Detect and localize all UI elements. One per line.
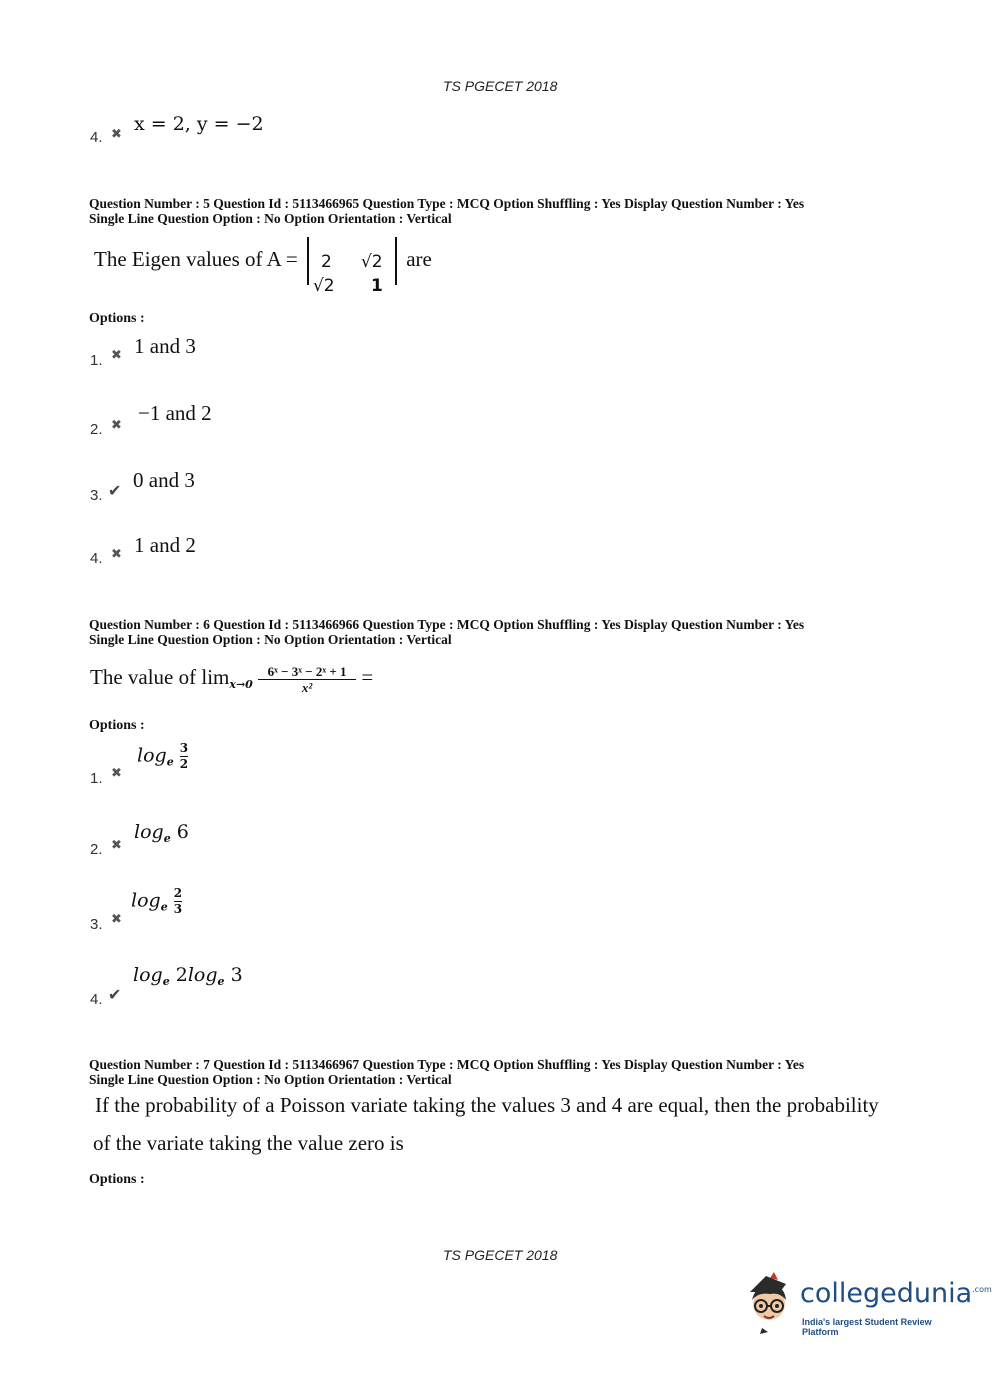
wrong-icon: ✖ bbox=[111, 348, 122, 363]
log-text: log bbox=[134, 821, 164, 843]
lim-label: lim bbox=[201, 665, 230, 689]
fraction-numerator: 6ˣ − 3ˣ − 2ˣ + 1 bbox=[267, 663, 347, 679]
q5-question bbox=[94, 234, 432, 297]
option-number: 1. bbox=[90, 352, 103, 369]
log-text: log bbox=[131, 889, 161, 912]
option-text: 0 and 3 bbox=[133, 468, 195, 492]
q7-meta-line1: Question Number : 7 Question Id : 5113466967 Question Type : MCQ Option Shuffling : Yes Display Question Number : Yes bbox=[89, 1057, 805, 1072]
q5-meta-line1: Question Number : 5 Question Id : 5113466965 Question Type : MCQ Option Shuffling : Yes Display Question Number : Yes bbox=[89, 196, 805, 211]
option-number: 1. bbox=[90, 770, 103, 787]
collegedunia-logo bbox=[740, 1268, 992, 1338]
matrix-cell: 1 bbox=[370, 276, 383, 297]
q7-meta bbox=[89, 1057, 804, 1087]
option-text: 1 and 3 bbox=[134, 334, 196, 358]
fraction-denominator: 2 bbox=[179, 757, 189, 771]
log-base: e bbox=[160, 900, 168, 914]
q6-text-before: The value of bbox=[90, 665, 197, 689]
log-argument: 3 bbox=[230, 964, 243, 986]
q6-meta-line2: Single Line Question Option : No Option Orientation : Vertical bbox=[89, 632, 452, 647]
check-icon: ✔ bbox=[108, 985, 122, 1004]
option-math bbox=[134, 821, 189, 845]
fraction bbox=[174, 887, 182, 916]
check-icon: ✔ bbox=[108, 481, 122, 500]
q7-text-line2: of the variate taking the value zero is bbox=[93, 1131, 404, 1155]
wrong-icon: ✖ bbox=[111, 547, 122, 562]
q5-meta-line2: Single Line Question Option : No Option Orientation : Vertical bbox=[89, 211, 452, 226]
logo-tld: .com bbox=[972, 1285, 992, 1294]
fraction-numerator: 2 bbox=[173, 886, 183, 900]
q5-matrix bbox=[307, 237, 397, 297]
wrong-icon: ✖ bbox=[111, 912, 122, 927]
wrong-icon: ✖ bbox=[111, 127, 122, 142]
log-argument: 6 bbox=[176, 821, 189, 843]
q6-options-label: Options : bbox=[89, 718, 145, 733]
q6-question bbox=[90, 655, 373, 707]
option-number: 3. bbox=[90, 487, 103, 504]
log-text: log bbox=[137, 744, 167, 767]
log-argument: 2 bbox=[175, 964, 188, 986]
log-base: e bbox=[217, 975, 225, 988]
option-number: 2. bbox=[90, 421, 103, 438]
option-number: 2. bbox=[90, 841, 103, 858]
option-text: x = 2, y = −2 bbox=[134, 113, 264, 135]
matrix-cell: 2 bbox=[320, 252, 332, 273]
q5-text-before: The Eigen values of A = bbox=[94, 247, 298, 271]
logo-brand bbox=[800, 1278, 992, 1309]
matrix-cell: √2 bbox=[360, 252, 383, 273]
wrong-icon: ✖ bbox=[111, 418, 122, 433]
log-text: log bbox=[133, 964, 163, 986]
q7-meta-line2: Single Line Question Option : No Option Orientation : Vertical bbox=[89, 1072, 452, 1087]
option-number: 4. bbox=[90, 129, 103, 146]
equals-sign: = bbox=[361, 665, 374, 689]
option-number: 3. bbox=[90, 916, 103, 933]
mascot-icon bbox=[740, 1270, 798, 1336]
q6-limit bbox=[201, 665, 258, 689]
q7-text-line1: If the probability of a Poisson variate taking the values 3 and 4 are equal, then the probability bbox=[95, 1093, 879, 1117]
q5-text-after: are bbox=[406, 247, 432, 271]
page-footer: TS PGECET 2018 bbox=[443, 1247, 558, 1263]
matrix-cell: √2 bbox=[312, 276, 335, 297]
option-text: 1 and 2 bbox=[134, 533, 196, 557]
log-base: e bbox=[163, 832, 171, 845]
option-math bbox=[133, 964, 243, 988]
q5-meta bbox=[89, 196, 804, 226]
logo-brand-text: collegedunia bbox=[800, 1278, 973, 1309]
q6-meta-line1: Question Number : 6 Question Id : 5113466966 Question Type : MCQ Option Shuffling : Yes Display Question Number : Yes bbox=[89, 617, 805, 632]
wrong-icon: ✖ bbox=[111, 766, 122, 781]
log-base: e bbox=[162, 975, 170, 988]
wrong-icon: ✖ bbox=[111, 838, 122, 853]
q6-fraction bbox=[258, 665, 356, 694]
logo-tagline: India's largest Student Review Platform bbox=[802, 1317, 932, 1337]
page-header: TS PGECET 2018 bbox=[443, 78, 558, 94]
q6-meta bbox=[89, 617, 804, 647]
q5-options-label: Options : bbox=[89, 311, 145, 326]
fraction bbox=[180, 742, 188, 771]
option-number: 4. bbox=[90, 550, 103, 567]
fraction-denominator: 3 bbox=[173, 902, 183, 916]
fraction-numerator: 3 bbox=[179, 741, 189, 755]
option-number: 4. bbox=[90, 991, 103, 1008]
option-text: −1 and 2 bbox=[138, 401, 212, 425]
q7-options-label: Options : bbox=[89, 1172, 145, 1187]
log-text: log bbox=[187, 964, 218, 986]
lim-subscript: x→0 bbox=[229, 678, 253, 691]
option-math bbox=[137, 742, 188, 771]
log-base: e bbox=[166, 755, 174, 769]
option-math bbox=[131, 887, 182, 916]
fraction-denominator: x² bbox=[301, 679, 313, 695]
